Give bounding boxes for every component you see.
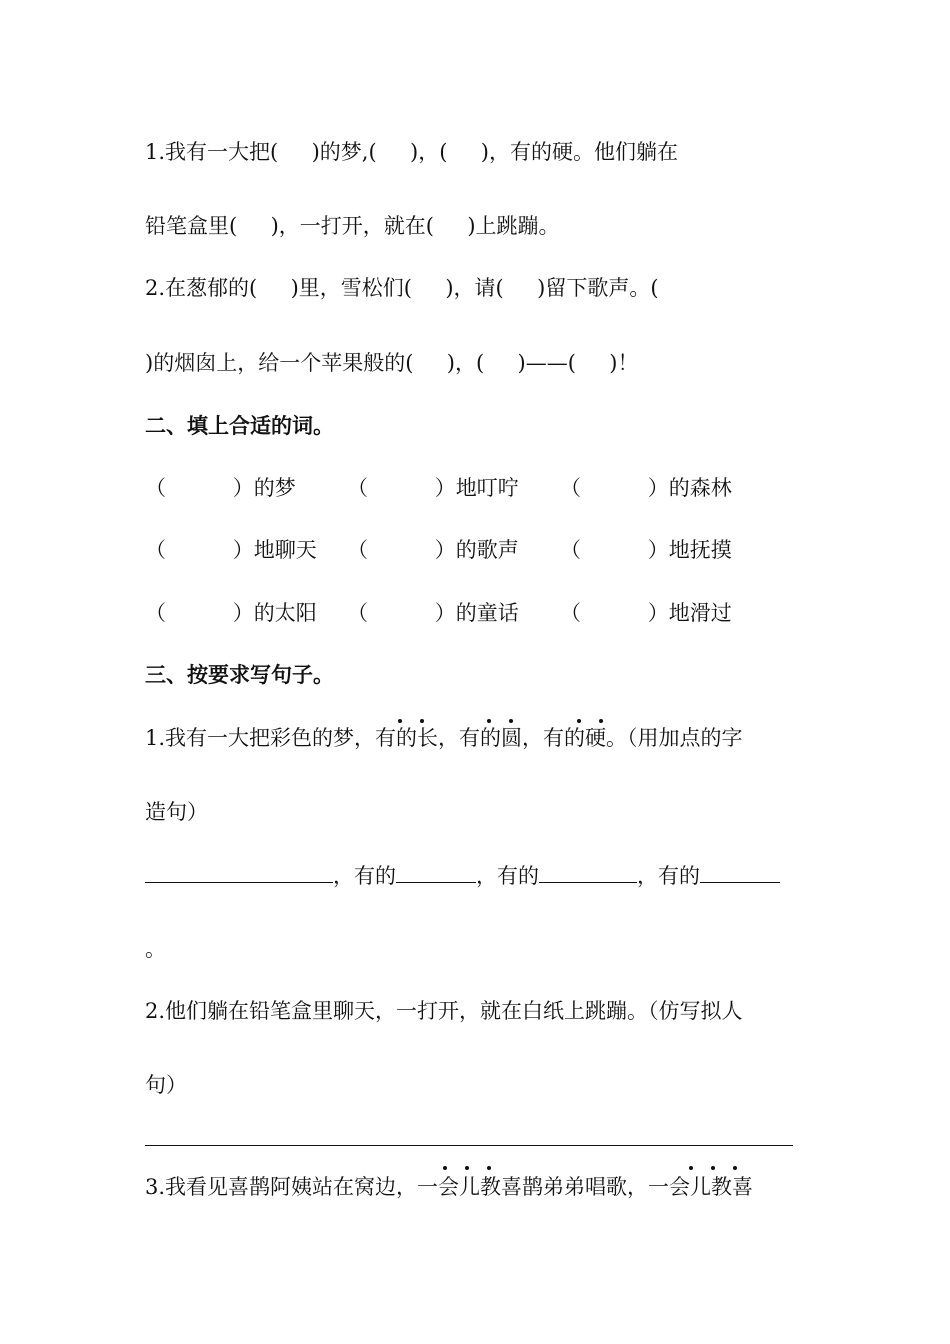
emphasis-dot (443, 1166, 447, 1170)
answer-blank[interactable] (396, 860, 476, 883)
answer-blank[interactable] (700, 860, 780, 883)
sentence-2-line-1: 2.他们躺在铅笔盒里聊天，一打开，就在白纸上跳蹦。（仿写拟人 (145, 999, 743, 1023)
sentence-2-answer-rule[interactable] (145, 1145, 793, 1146)
fill-word-item: （ ）的太阳 (145, 601, 317, 625)
exercise-2-line-1: 2.在葱郁的( )里，雪松们( )，请( )留下歌声。( (145, 276, 659, 300)
fill-word-item: （ ）地滑过 (560, 601, 732, 625)
fill-word-item: （ ）的森林 (560, 476, 732, 500)
fill-word-item: （ ）的童话 (347, 601, 519, 625)
emphasis-dot (711, 1166, 715, 1170)
sentence-1-end-mark: 。 (145, 937, 166, 961)
fill-word-item: （ ）地抚摸 (560, 538, 732, 562)
fill-word-item: （ ）的歌声 (347, 538, 519, 562)
answer-blank[interactable] (145, 860, 333, 883)
emphasis-dot (487, 1166, 491, 1170)
fill-word-item: （ ）地叮咛 (347, 476, 519, 500)
exercise-2-line-2: )的烟囱上，给一个苹果般的( )，( )——( )！ (145, 351, 639, 375)
sentence-3-line-1: 3.我看见喜鹊阿姨站在窝边，一会儿教喜鹊弟弟唱歌，一会儿教喜 (145, 1175, 754, 1199)
exercise-1-line-1: 1.我有一大把( )的梦,( )，( )，有的硬。他们躺在 (145, 140, 678, 164)
sentence-1-line-1: 1.我有一大把彩色的梦，有的长，有的圆，有的硬。（用加点的字 (145, 726, 743, 750)
sentence-2-line-2: 句） (145, 1073, 187, 1097)
emphasis-dot (733, 1166, 737, 1170)
exercise-1-line-2: 铅笔盒里( )，一打开，就在( )上跳蹦。 (145, 214, 560, 238)
section-2-heading: 二、填上合适的词。 (145, 414, 334, 438)
emphasis-dot (689, 1166, 693, 1170)
sentence-1-line-2: 造句） (145, 800, 208, 824)
emphasis-dot (465, 1166, 469, 1170)
fill-word-item: （ ）的梦 (145, 476, 296, 500)
section-3-heading: 三、按要求写句子。 (145, 663, 334, 687)
fill-word-item: （ ）地聊天 (145, 538, 317, 562)
sentence-1-answer-line: ，有的 ，有的 ，有的 (145, 860, 780, 891)
answer-blank[interactable] (539, 860, 637, 883)
